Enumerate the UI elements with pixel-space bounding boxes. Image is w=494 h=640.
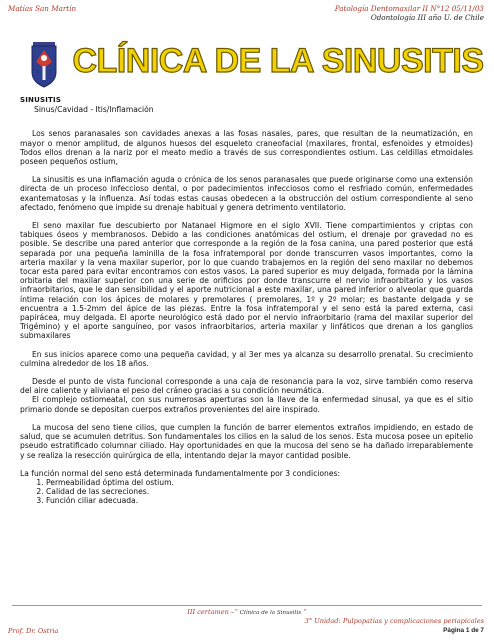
paragraph-senos: Los senos paranasales son cavidades anexas a las fosas nasales, pares, que resultan de la neumatización, en mayor o menor amplitud, de algunos huesos del esqueleto craneofacial (maxilares, frontal, esfenoides y etmoides) Todos ellos drenan a la nariz por el meato medio a través de sus correspondientes ostium. Las celdillas etmoidales poseen pequeños ostium, xyxy=(20,129,473,167)
footer-exam-title xyxy=(0,608,494,616)
header-author: Matías San Martín xyxy=(8,4,77,13)
list-item: 2. Calidad de las secreciones. xyxy=(46,487,473,496)
paragraph-desarrollo: En sus inicios aparece como una pequeña cavidad, y al 3er mes ya alcanza su desarrollo prenatal. Su crecimiento culmina alrededor de los 18 años. xyxy=(20,349,473,368)
header-course-info xyxy=(335,4,484,22)
footer-divider xyxy=(12,605,482,606)
document-body xyxy=(20,96,473,506)
section-heading: SINUSITIS xyxy=(20,96,62,104)
paragraph-funcion: Desde el punto de vista funcional corresponde a una caja de resonancia para la voz, sirve también como reserva del aire caliente y aliviana el peso del cráneo gracias a su condición neumática. xyxy=(20,377,473,396)
header-school-line: Odontología III año U. de Chile xyxy=(370,13,484,22)
paragraph-condiciones-intro: La función normal del seno está determinada fundamentalmente por 3 condiciones: xyxy=(20,468,341,478)
paragraph-ostiomeatal: El complejo ostiomeatal, con sus numerosas aperturas son la llave de la enfermedad sinusal, ya que es el sitio primario donde se depositan cuerpos extraños provenientes del aire inspirado. xyxy=(20,395,473,414)
paragraph-anatomia: El seno maxilar fue descubierto por Natanael Higmore en el siglo XVII. Tiene compartimientos y criptas con tabiques óseos y membranosos. Debido a las condiciones anatómicas del ostium, el drenaje por gravedad no es posible. Se describe una pared anterior que corresponde a la región de la fosa canina, una pared posterior que está separada por una pequeña laminilla de la fosa infratemporal por donde transcurren vasos importantes, como la arteria maxilar y la vena maxilar superior, por lo que cuando trabajemos en la región del seno maxilar no debemos tocar esta pared para evitar encontramos con estos vasos. La pared superior es muy delgada, formada por la lámina orbitaria del maxilar superior con una serie de orificios por donde transcurre el nervio infraorbitario y los vasos infraorbitarios, que le dan sensibilidad y el aporte nutricional a este maxilar, una pared inferior o alveolar que guarda íntima relación con los ápices de molares y premolares ( premolares, 1º y 2º molar; es bastante delgada y se encuentra a 1.5-2mm del ápice de las piezas. Entre la fosa infratemporal y el seno está la pared externa, casi papirácea, muy delgada. El aporte neurológico está dado por el nervio infraorbitario (rama del maxilar superior del Trigémino) y el aporte sanguíneo, por vasos infraorbitarios, arteria maxilar y linfáticos que drenan a los ganglios submaxilares xyxy=(20,221,473,341)
section-subheading: Sinus/Cavidad - Itis/Inflamación xyxy=(34,105,154,115)
footer-exam-label: III certamen –“ xyxy=(187,608,240,616)
footer-unit: 3° Unidad: Pulpopatías y complicaciones periapicales xyxy=(304,617,484,625)
footer-professor: Prof. Dr. Ostria xyxy=(8,627,59,635)
document-title-text: CLÍNICA DE LA SINUSITIS xyxy=(72,42,484,80)
university-shield-logo xyxy=(30,42,58,88)
footer-exam-topic: Clínica de la Sinusitis xyxy=(239,610,302,616)
conditions-list xyxy=(20,478,473,506)
paragraph-mucosa: La mucosa del seno tiene cilios, que cumplen la función de barrer elementos extraños impidiendo, en estado de salud, que se acumulen detritus. Son fundamentales los cilios en la salud de los senos. Esta mucosa posee un epitelio pseudo estratificado columnar ciliado. Hay oportunidades en que la mucosa del seno se ha dañado irreparablemente y se realiza la resección quirúrgica de ella, intentando dejar la mayor cantidad posible. xyxy=(20,422,473,460)
paragraph-definicion: La sinusitis es una inflamación aguda o crónica de los senos paranasales que puede originarse como una extensión directa de un proceso infeccioso dental, o por padecimientos infecciosos como el resfriado común, enfermedades exantematosas y la influenza. Así todas estas causas obedecen a la obstrucción del ostium correspondiente al seno afectado, fenómeno que impide su drenaje habitual y genera detrimento ventilatorio. xyxy=(20,175,473,212)
header-course-line: Patología Dentomaxilar II N°12 05/11/03 xyxy=(334,4,484,13)
document-title xyxy=(72,40,484,80)
footer-exam-quote-end: ” xyxy=(301,608,307,616)
footer-page-number: Página 1 de 7 xyxy=(443,627,484,634)
list-item: 1. Permeabilidad óptima del ostium. xyxy=(46,478,473,487)
list-item: 3. Función ciliar adecuada. xyxy=(46,496,473,505)
